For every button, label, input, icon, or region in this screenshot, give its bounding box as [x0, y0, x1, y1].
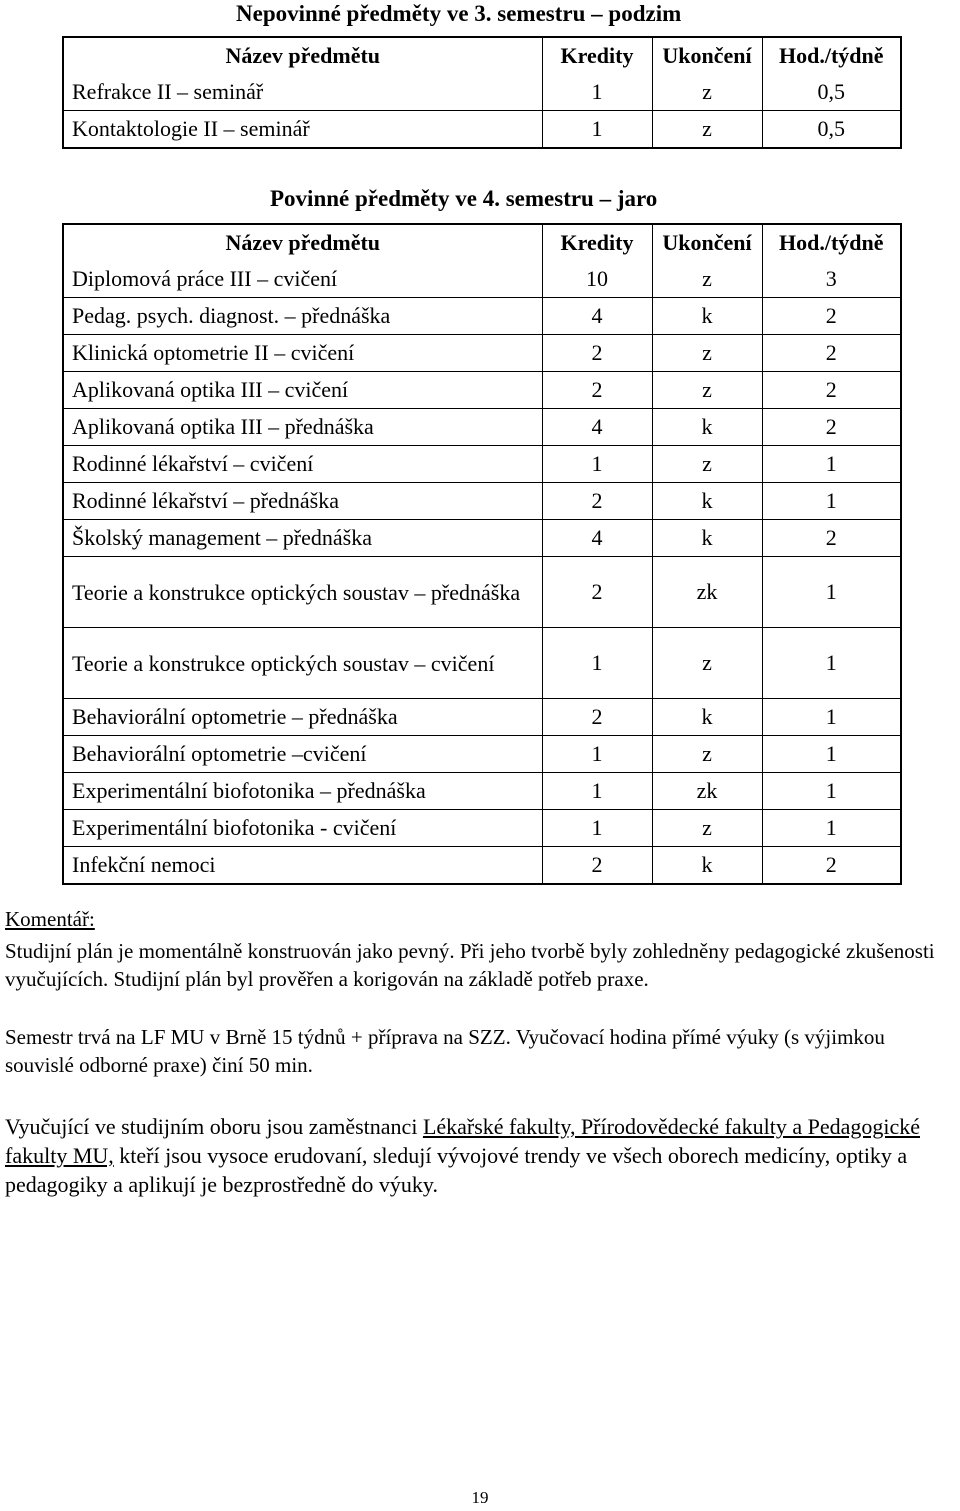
hours-cell: 3: [762, 261, 901, 298]
subject-name: Školský management – přednáška: [72, 525, 372, 550]
credits-cell: 1: [542, 628, 652, 699]
table-row: [63, 372, 901, 409]
header-end: Ukončení: [652, 224, 762, 261]
subject-name: Teorie a konstrukce optických soustav – cvičení: [72, 650, 495, 676]
credits-cell: 2: [542, 372, 652, 409]
completion-cell: k: [652, 298, 762, 335]
subject-name: Rodinné lékařství – přednáška: [72, 488, 339, 513]
table-header-row: [63, 224, 901, 261]
table-row: [63, 736, 901, 773]
completion-cell: z: [652, 810, 762, 847]
credits-cell: 2: [542, 335, 652, 372]
table-row: [63, 74, 901, 111]
completion-cell: k: [652, 483, 762, 520]
credits-cell: 1: [542, 810, 652, 847]
hours-cell: 2: [762, 335, 901, 372]
completion-cell: z: [652, 335, 762, 372]
credits-cell: 2: [542, 699, 652, 736]
hours-cell: 1: [762, 483, 901, 520]
completion-cell: z: [652, 736, 762, 773]
table-row: [63, 520, 901, 557]
header-name: Název předmětu: [225, 43, 381, 68]
completion-cell: k: [652, 409, 762, 446]
credits-cell: 1: [542, 773, 652, 810]
completion-cell: k: [652, 520, 762, 557]
subject-name: Aplikovaná optika III – cvičení: [72, 377, 349, 402]
table-row: [63, 298, 901, 335]
hours-cell: 1: [762, 628, 901, 699]
credits-cell: 2: [542, 847, 652, 885]
teachers-paragraph: [5, 1112, 955, 1199]
teachers-text-before: Vyučující ve studijním oboru jsou zaměstnanci: [5, 1114, 423, 1139]
credits-cell: 1: [542, 111, 652, 149]
section-title-semester-3: Nepovinné předměty ve 3. semestru – podzim: [236, 1, 682, 26]
comment-paragraph-1: Studijní plán je momentálně konstruován jako pevný. Při jeho tvorbě byly zohledněny pedagogické zkušenosti vyučujících. Studijní plán byl prověřen a korigován na základě potřeb praxe.: [5, 939, 935, 991]
completion-cell: z: [652, 261, 762, 298]
credits-cell: 4: [542, 409, 652, 446]
header-credits: Kredity: [542, 37, 652, 74]
hours-cell: 2: [762, 298, 901, 335]
table-row: [63, 699, 901, 736]
subject-name: Refrakce II – seminář: [72, 79, 264, 104]
table-row: [63, 446, 901, 483]
subject-name: Kontaktologie II – seminář: [72, 116, 310, 141]
hours-cell: 1: [762, 810, 901, 847]
table-row: [63, 335, 901, 372]
credits-cell: 1: [542, 736, 652, 773]
credits-cell: 1: [542, 74, 652, 111]
credits-cell: 4: [542, 298, 652, 335]
completion-cell: zk: [652, 557, 762, 628]
subject-name: Experimentální biofotonika - cvičení: [72, 815, 397, 840]
completion-cell: k: [652, 699, 762, 736]
table-body: [63, 261, 901, 884]
credits-cell: 2: [542, 557, 652, 628]
header-hours: Hod./týdně: [762, 37, 901, 74]
hours-cell: 2: [762, 847, 901, 885]
hours-cell: 0,5: [762, 74, 901, 111]
completion-cell: z: [652, 111, 762, 149]
table-semester-4: [62, 223, 902, 885]
hours-cell: 2: [762, 372, 901, 409]
table-row: [63, 483, 901, 520]
subject-name: Aplikovaná optika III – přednáška: [72, 414, 374, 439]
credits-cell: 1: [542, 446, 652, 483]
teachers-text-after: kteří jsou vysoce erudovaní, sledují vývojové trendy ve všech oborech medicíny, optiky a pedagogiky a aplikují je bezprostředně do výuky.: [5, 1143, 908, 1197]
subject-name: Behaviorální optometrie –cvičení: [72, 741, 367, 766]
subject-name: Pedag. psych. diagnost. – přednáška: [72, 303, 391, 328]
table-row: [63, 847, 901, 885]
subject-name: Infekční nemoci: [72, 852, 216, 877]
credits-cell: 4: [542, 520, 652, 557]
comment-label: Komentář:: [5, 907, 95, 931]
subject-name: Experimentální biofotonika – přednáška: [72, 778, 426, 803]
table-row: [63, 409, 901, 446]
hours-cell: 2: [762, 520, 901, 557]
table-row: [63, 261, 901, 298]
credits-cell: 10: [542, 261, 652, 298]
table-row: [63, 773, 901, 810]
table-row: [63, 628, 901, 699]
faculties-link[interactable]: Lékařské fakulty, Přírodovědecké fakulty a Pedagogické fakulty MU,: [5, 1114, 920, 1168]
table-body: [63, 74, 901, 148]
completion-cell: z: [652, 446, 762, 483]
hours-cell: 1: [762, 557, 901, 628]
header-credits: Kredity: [542, 224, 652, 261]
credits-cell: 2: [542, 483, 652, 520]
table-semester-3: [62, 36, 902, 149]
hours-cell: 0,5: [762, 111, 901, 149]
table-row: [63, 111, 901, 149]
completion-cell: z: [652, 74, 762, 111]
header-end: Ukončení: [652, 37, 762, 74]
hours-cell: 1: [762, 736, 901, 773]
completion-cell: z: [652, 628, 762, 699]
table-row: [63, 810, 901, 847]
header-hours: Hod./týdně: [762, 224, 901, 261]
subject-name: Diplomová práce III – cvičení: [72, 266, 338, 291]
completion-cell: k: [652, 847, 762, 885]
table-row: [63, 557, 901, 628]
hours-cell: 1: [762, 773, 901, 810]
comment-paragraph-2: Semestr trvá na LF MU v Brně 15 týdnů + příprava na SZZ. Vyučovací hodina přímé výuky (s výjimkou souvislé odborné praxe) činí 50 min.: [5, 1025, 885, 1077]
completion-cell: z: [652, 372, 762, 409]
hours-cell: 1: [762, 699, 901, 736]
section-title-semester-4: Povinné předměty ve 4. semestru – jaro: [270, 186, 658, 211]
hours-cell: 1: [762, 446, 901, 483]
subject-name: Klinická optometrie II – cvičení: [72, 340, 355, 365]
subject-name: Teorie a konstrukce optických soustav – přednáška: [72, 579, 521, 605]
hours-cell: 2: [762, 409, 901, 446]
table-header-row: [63, 37, 901, 74]
subject-name: Behaviorální optometrie – přednáška: [72, 704, 398, 729]
subject-name: Rodinné lékařství – cvičení: [72, 451, 314, 476]
page-number: 19: [471, 1488, 489, 1507]
header-name: Název předmětu: [225, 230, 381, 255]
completion-cell: zk: [652, 773, 762, 810]
